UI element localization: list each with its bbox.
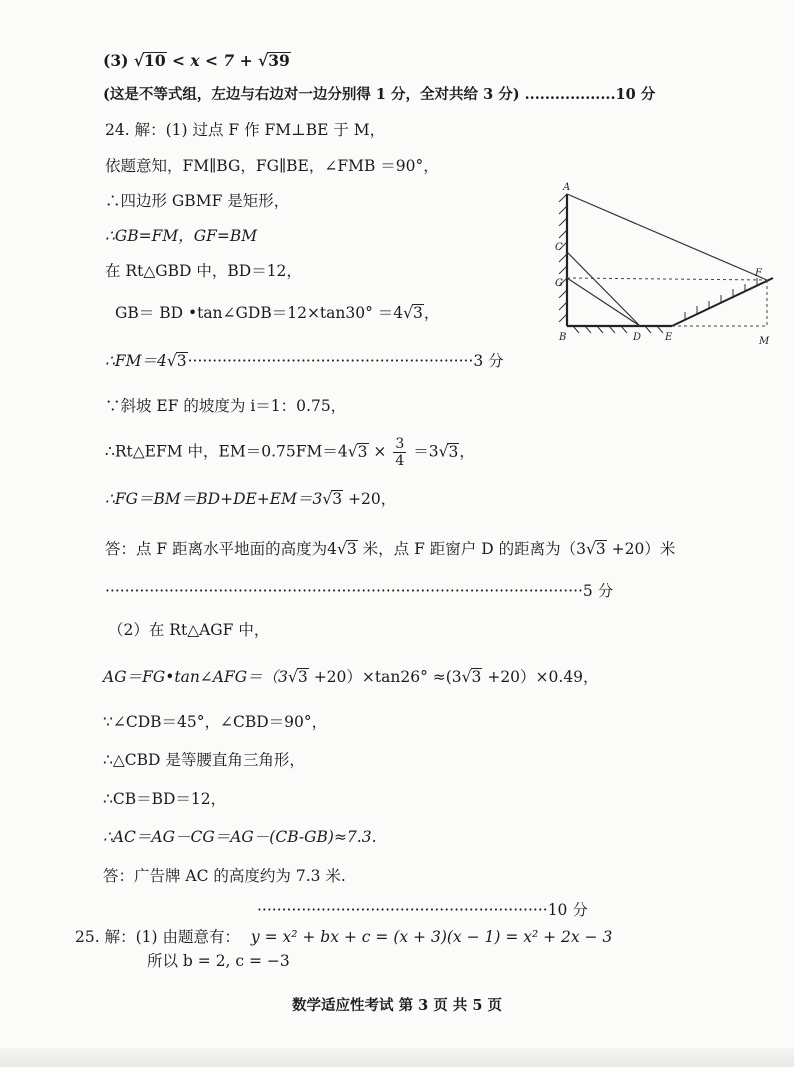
sqrt-10: 10 bbox=[144, 51, 166, 70]
line-ag-calc: AG＝FG•tan∠AFG＝（3√3 +20）×tan26° ≈(3√3 +20）×0.49， bbox=[103, 668, 599, 686]
q25-label: 25. 解：(1) 由题意有： bbox=[75, 928, 240, 946]
label-A: A bbox=[563, 182, 571, 193]
sqrt-3: 3 bbox=[176, 352, 187, 370]
slope-line bbox=[672, 278, 773, 326]
numerator: 3 bbox=[395, 436, 405, 452]
q25-result: 所以 b = 2, c = −3 bbox=[147, 952, 290, 970]
page-footer: 数学适应性考试 第 3 页 共 5 页 bbox=[292, 997, 502, 1014]
sqrt-3: 3 bbox=[595, 540, 606, 558]
ag-text: AG＝FG•tan∠AFG＝（3 bbox=[103, 668, 288, 686]
wall-hatching bbox=[559, 194, 567, 322]
line-given: 依题意知，FM∥BG，FG∥BE，∠FMB ＝90°， bbox=[105, 157, 439, 175]
score-10: ···························································10 分 bbox=[257, 901, 588, 919]
line-angles: ∵∠CDB＝45°，∠CBD＝90°， bbox=[103, 713, 328, 731]
scoring-note: (这是不等式组，左边与右边对一边分别得 1 分，全对共给 3 分) ..................10 分 bbox=[103, 86, 656, 103]
label-G: G bbox=[555, 278, 563, 289]
label-F: F bbox=[755, 268, 762, 279]
line-gb-calc: GB＝ BD •tan∠GDB＝12×tan30° ＝4√3， bbox=[115, 304, 440, 322]
sqrt-3: 3 bbox=[448, 442, 459, 461]
times: × bbox=[368, 442, 392, 461]
q24-heading: 24. 解：(1) 过点 F 作 FM⊥BE 于 M， bbox=[105, 121, 386, 139]
line-slope: ∵斜坡 EF 的坡度为 i＝1：0.75， bbox=[105, 397, 347, 415]
label-B: B bbox=[559, 332, 567, 343]
inequality-mid: < x < 7 + bbox=[166, 51, 258, 70]
q25-equation: y = x² + bx + c = (x + 3)(x − 1) = x² + 2x − 3 bbox=[250, 928, 613, 946]
punct: ， bbox=[459, 442, 475, 461]
line-ac-calc: ∴AC＝AG－CG＝AG－(CB-GB)≈7.3. bbox=[103, 828, 377, 846]
line-rectangle: ∴四边形 GBMF 是矩形， bbox=[105, 192, 290, 210]
line-gd bbox=[567, 278, 640, 326]
ag-post: +20）×0.49， bbox=[482, 668, 599, 686]
answer-text-b: 米，点 F 距窗户 D 的距离为（3 bbox=[357, 540, 586, 558]
line-cd bbox=[567, 252, 640, 326]
sqrt-3: 3 bbox=[346, 540, 357, 558]
label-D: D bbox=[633, 332, 642, 343]
label-M: M bbox=[759, 336, 770, 347]
line-inequality: (3) √10 < x < 7 + √39 bbox=[103, 51, 290, 70]
line-cb-bd: ∴CB＝BD＝12， bbox=[103, 790, 227, 808]
em-text: ∴Rt△EFM 中，EM＝0.75FM＝4 bbox=[105, 442, 348, 461]
line-fg-calc: ∴FG＝BM＝BD+DE+EM＝3√3 +20， bbox=[105, 490, 397, 508]
fg-text: ∴FG＝BM＝BD+DE+EM＝3 bbox=[105, 490, 323, 508]
score-5: ·································································································5 分 bbox=[105, 582, 614, 600]
scan-edge bbox=[0, 1048, 794, 1067]
answer-text-c: +20）米 bbox=[606, 540, 676, 558]
score-3: ··························································3 分 bbox=[187, 352, 504, 370]
fm-text: ∴FM＝4 bbox=[105, 352, 167, 370]
line-fm-result: ∴FM＝4√3··························································3 分 bbox=[105, 352, 504, 370]
gb-calc-text: GB＝ BD •tan∠GDB＝12×tan30° ＝4 bbox=[115, 304, 404, 322]
ag-mid: +20）×tan26° ≈(3 bbox=[308, 668, 462, 686]
line-em-calc: ∴Rt△EFM 中，EM＝0.75FM＝4√3 × $\frac{3}{4}$ ＝3√3， bbox=[105, 436, 475, 469]
label-C: C bbox=[555, 242, 563, 253]
fraction-3-4 bbox=[393, 436, 406, 469]
answer-part2: 答：广告牌 AC 的高度约为 7.3 米. bbox=[103, 867, 346, 885]
line-gf bbox=[567, 278, 767, 280]
sqrt-3: 3 bbox=[357, 442, 368, 461]
equals: ＝3 bbox=[408, 442, 439, 461]
sqrt-39: 39 bbox=[268, 51, 290, 70]
punct: ， bbox=[423, 304, 440, 322]
sqrt-3: 3 bbox=[413, 304, 423, 322]
q25-heading bbox=[75, 927, 612, 947]
denominator: 4 bbox=[395, 453, 405, 469]
label-E: E bbox=[665, 332, 673, 343]
answer-text-a: 答：点 F 距离水平地面的高度为4 bbox=[105, 540, 337, 558]
part-label: (3) bbox=[103, 51, 129, 70]
line-isosceles: ∴△CBD 是等腰直角三角形， bbox=[103, 751, 305, 769]
plus-20: +20， bbox=[343, 490, 397, 508]
line-gb-fm: ∴GB=FM，GF=BM bbox=[105, 227, 258, 245]
answer-part1: 答：点 F 距离水平地面的高度为4√3 米，点 F 距窗户 D 的距离为（3√3 +20）米 bbox=[105, 540, 676, 558]
sqrt-3: 3 bbox=[297, 668, 308, 686]
line-af bbox=[567, 194, 767, 280]
sqrt-3: 3 bbox=[332, 490, 343, 508]
line-rt-gbd: 在 Rt△GBD 中，BD＝12， bbox=[105, 262, 302, 280]
geometry-figure bbox=[545, 180, 785, 355]
part2-heading: （2）在 Rt△AGF 中， bbox=[108, 621, 270, 639]
sqrt-3: 3 bbox=[471, 668, 482, 686]
